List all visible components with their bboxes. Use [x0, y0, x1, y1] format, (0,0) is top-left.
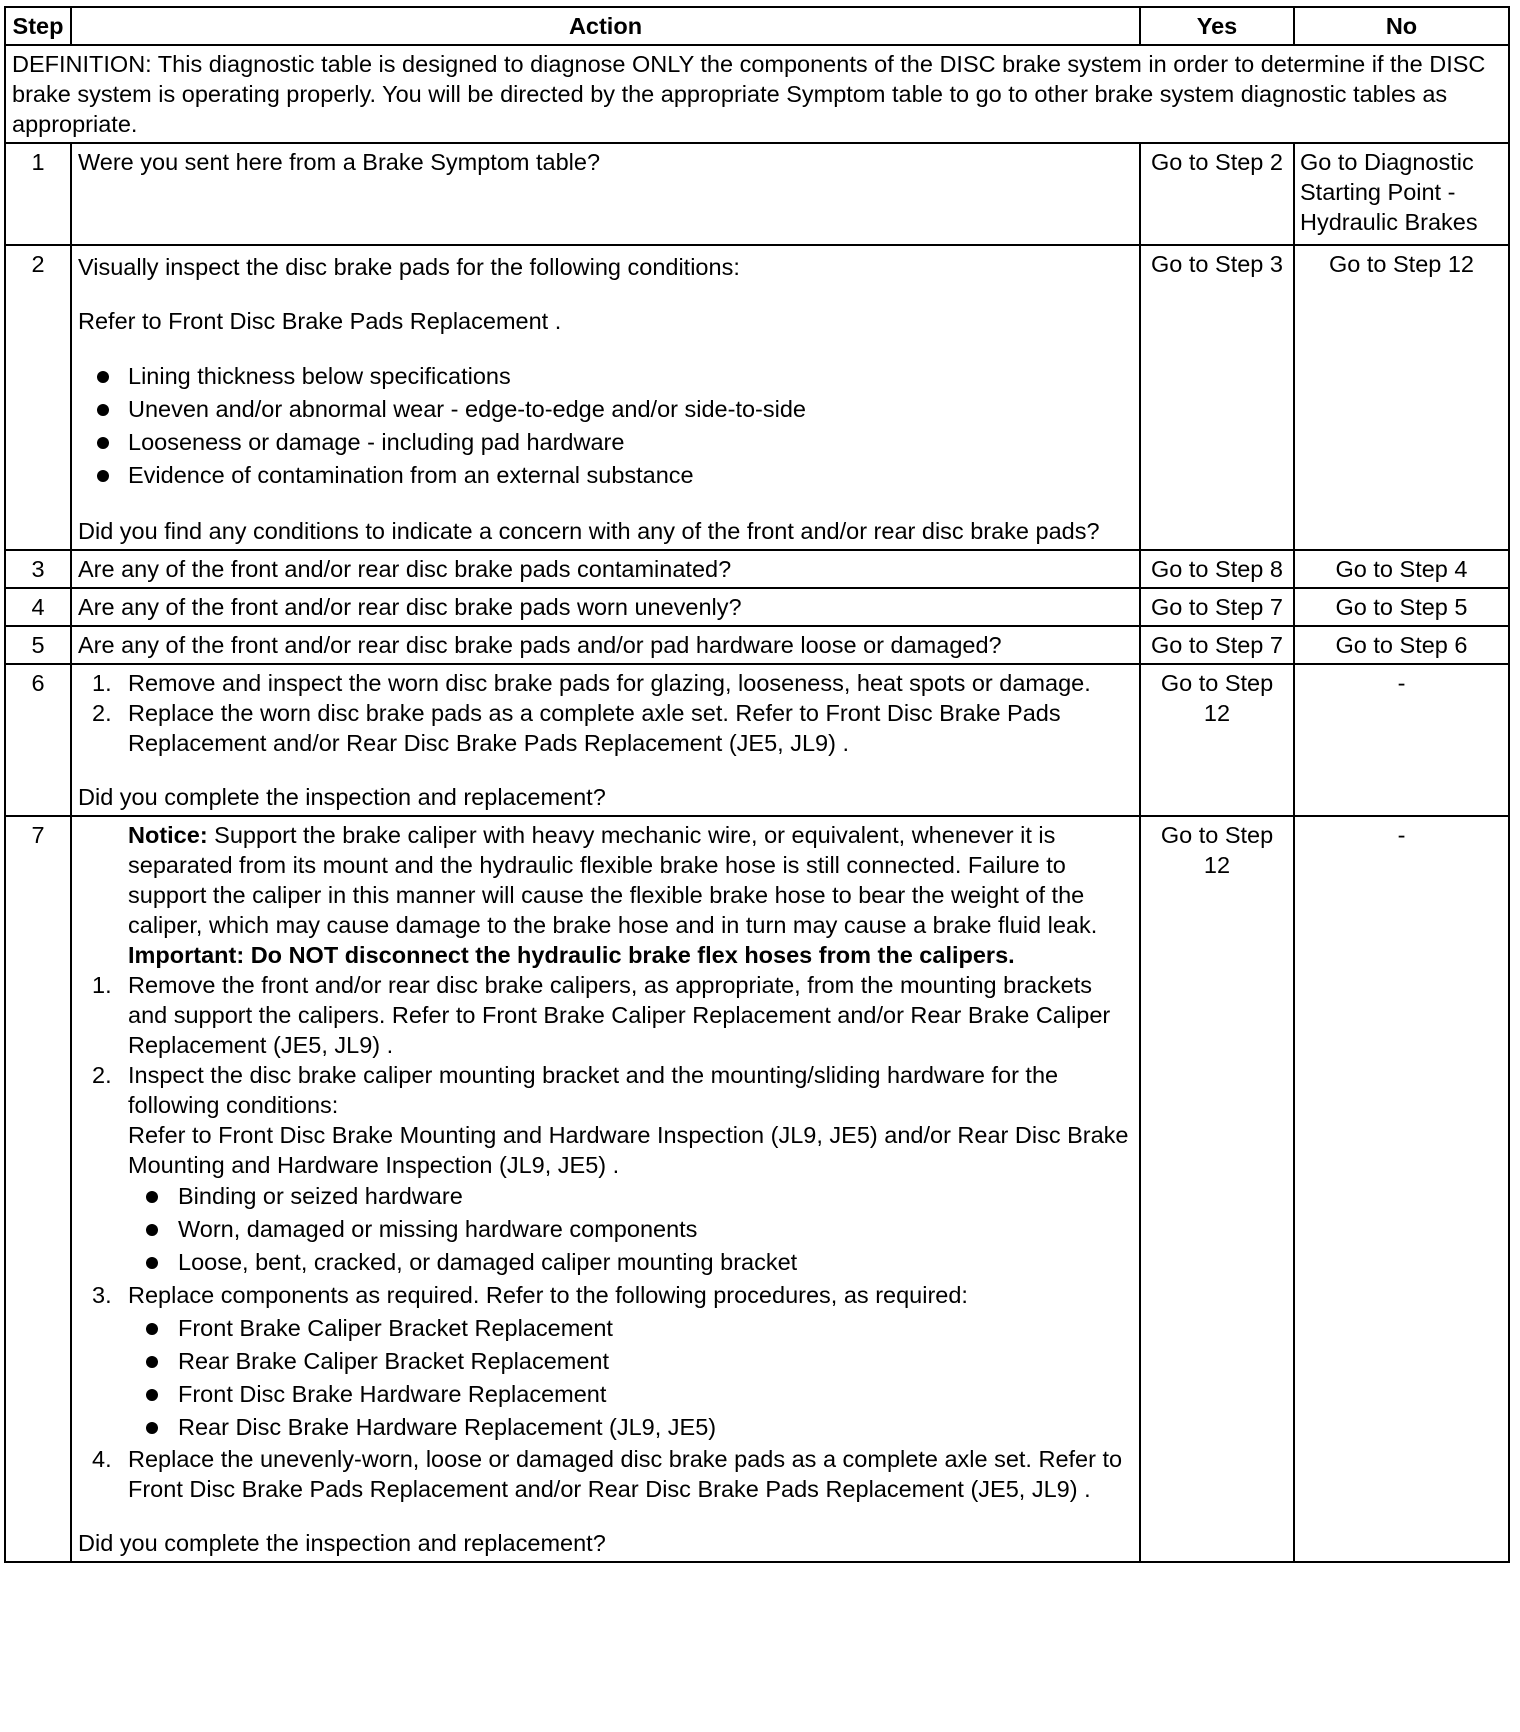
- step-number: 5: [5, 626, 71, 664]
- step-question: Did you complete the inspection and replacement?: [78, 784, 606, 810]
- step-number: 7: [5, 816, 71, 1562]
- list-item: Front Brake Caliper Bracket Replacement: [78, 1312, 1133, 1345]
- yes-cell: Go to Step 8: [1140, 550, 1294, 588]
- list-item: 4. Replace the unevenly-worn, loose or damaged disc brake pads as a complete axle set. Refer to Front Disc Brake Pads Replacement and/or Rear Disc Brake Pads Replacement (JE5, JL9) .: [92, 1446, 1123, 1502]
- list-item: Binding or seized hardware: [78, 1180, 1133, 1213]
- step-question: Are any of the front and/or rear disc brake pads worn unevenly?: [78, 594, 742, 620]
- procedure-list: [78, 1279, 1133, 1312]
- notice-text: Notice: Support the brake caliper with heavy mechanic wire, or equivalent, whenever it is separated from its mount and the hydraulic flexible brake hose is still connected. Failure to support the caliper in this manner will cause the flexible brake hose to bear the weight of the caliper, which may cause damage to the brake hose and in turn may cause a brake fluid leak.: [128, 822, 1098, 938]
- step-row-5: [5, 626, 1509, 664]
- header-step: Step: [5, 7, 71, 45]
- diagnostic-table: [4, 6, 1510, 1563]
- list-item: 1. Remove the front and/or rear disc brake calipers, as appropriate, from the mounting brackets and support the calipers. Refer to Front Brake Caliper Replacement and/or Rear Brake Caliper Replacement (JE5, JL9) .: [92, 972, 1111, 1058]
- yes-cell: Go to Step 7: [1140, 626, 1294, 664]
- step-action: [71, 588, 1140, 626]
- step-action: [71, 626, 1140, 664]
- list-item: Looseness or damage - including pad hardware: [78, 426, 1133, 459]
- step-action: [71, 664, 1140, 816]
- step-number: 1: [5, 143, 71, 245]
- step-row-4: [5, 588, 1509, 626]
- step-row-6: [5, 664, 1509, 816]
- no-cell: -: [1294, 664, 1509, 816]
- step-question: Were you sent here from a Brake Symptom table?: [78, 149, 601, 175]
- replacement-procedure-list: [78, 1312, 1133, 1444]
- procedure-list: [78, 668, 1133, 758]
- notice-label: Notice:: [128, 822, 208, 848]
- yes-cell: Go to Step 12: [1140, 816, 1294, 1562]
- hardware-condition-list: [78, 1180, 1133, 1279]
- no-cell: Go to Step 4: [1294, 550, 1509, 588]
- list-item: Loose, bent, cracked, or damaged caliper mounting bracket: [78, 1246, 1133, 1279]
- header-no: No: [1294, 7, 1509, 45]
- header-action: Action: [71, 7, 1140, 45]
- step-question: Did you find any conditions to indicate a concern with any of the front and/or rear disc brake pads?: [78, 518, 1100, 544]
- yes-cell: Go to Step 3: [1140, 245, 1294, 550]
- step-question: Did you complete the inspection and replacement?: [78, 1530, 606, 1556]
- step-action: [71, 143, 1140, 245]
- list-item: Lining thickness below specifications: [78, 360, 1133, 393]
- yes-cell: Go to Step 7: [1140, 588, 1294, 626]
- step-number: 2: [5, 245, 71, 550]
- step-question: Are any of the front and/or rear disc brake pads and/or pad hardware loose or damaged?: [78, 632, 1002, 658]
- step-refer: Refer to Front Disc Brake Pads Replacement .: [78, 308, 562, 334]
- step-action: [71, 550, 1140, 588]
- procedure-list: [78, 1444, 1133, 1504]
- list-item: 3. Replace components as required. Refer to the following procedures, as required:: [92, 1282, 968, 1308]
- yes-cell: Go to Step 12: [1140, 664, 1294, 816]
- header-row: [5, 7, 1509, 45]
- step-question: Are any of the front and/or rear disc brake pads contaminated?: [78, 556, 732, 582]
- list-item: Uneven and/or abnormal wear - edge-to-edge and/or side-to-side: [78, 393, 1133, 426]
- step-row-3: [5, 550, 1509, 588]
- header-yes: Yes: [1140, 7, 1294, 45]
- list-item: 2. Replace the worn disc brake pads as a complete axle set. Refer to Front Disc Brake Pads Replacement and/or Rear Disc Brake Pads Replacement (JE5, JL9) .: [92, 700, 1061, 756]
- step-row-2: [5, 245, 1509, 550]
- list-item: Front Disc Brake Hardware Replacement: [78, 1378, 1133, 1411]
- step-action: [71, 816, 1140, 1562]
- no-cell: Go to Step 5: [1294, 588, 1509, 626]
- no-cell: Go to Step 6: [1294, 626, 1509, 664]
- list-item: Worn, damaged or missing hardware components: [78, 1213, 1133, 1246]
- step-number: 4: [5, 588, 71, 626]
- list-item: 2. Inspect the disc brake caliper mounting bracket and the mounting/sliding hardware for the following conditions: Refer to Front Disc Brake Mounting and Hardware Inspection (JL9, JE5) and/or Rear Disc Brake Mounting and Hardware Inspection (JL9, JE5) .: [92, 1062, 1129, 1178]
- step-number: 6: [5, 664, 71, 816]
- condition-list: [78, 360, 1133, 492]
- list-item: 1. Remove and inspect the worn disc brake pads for glazing, looseness, heat spots or damage.: [92, 670, 1091, 696]
- definition-text: DEFINITION: This diagnostic table is designed to diagnose ONLY the components of the DISC brake system in order to determine if the DISC brake system is operating properly. You will be directed by the appropriate Symptom table to go to other brake system diagnostic tables as appropriate.: [5, 45, 1509, 143]
- step-row-1: [5, 143, 1509, 245]
- no-cell: -: [1294, 816, 1509, 1562]
- list-item: Rear Brake Caliper Bracket Replacement: [78, 1345, 1133, 1378]
- step-intro: Visually inspect the disc brake pads for the following conditions:: [78, 254, 740, 280]
- step-row-7: [5, 816, 1509, 1562]
- step-action: [71, 245, 1140, 550]
- yes-cell: Go to Step 2: [1140, 143, 1294, 245]
- important-text: Important: Do NOT disconnect the hydraulic brake flex hoses from the calipers.: [128, 942, 1015, 968]
- no-cell: Go to Step 12: [1294, 245, 1509, 550]
- procedure-list: [78, 970, 1133, 1180]
- step-number: 3: [5, 550, 71, 588]
- definition-row: [5, 45, 1509, 143]
- no-cell: Go to Diagnostic Starting Point - Hydraulic Brakes: [1294, 143, 1509, 245]
- list-item: Evidence of contamination from an external substance: [78, 459, 1133, 492]
- list-item: Rear Disc Brake Hardware Replacement (JL9, JE5): [78, 1411, 1133, 1444]
